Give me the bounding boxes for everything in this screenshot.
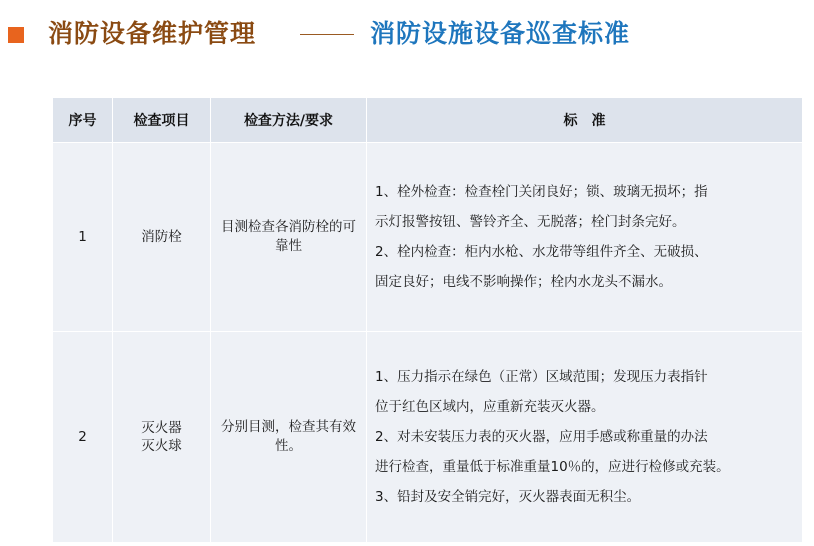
header-standard: 标 准 (367, 98, 803, 143)
standard-line: 示灯报警按钮、警铃齐全、无脱落；栓门封条完好。 (375, 214, 686, 230)
table-row (53, 332, 803, 543)
item-line: 消防栓 (141, 229, 182, 245)
table-row (53, 143, 803, 332)
cell-standard (367, 332, 803, 543)
cell-method: 目测检查各消防栓的可靠性 (211, 143, 367, 332)
page-title: 消防设备维护管理 (48, 19, 257, 48)
standard-line: 1、压力指示在绿色（正常）区域范围；发现压力表指针 (375, 369, 708, 385)
cell-standard (367, 143, 803, 332)
standard-line: 3、铅封及安全销完好，灭火器表面无积尘。 (375, 489, 641, 505)
page-subtitle: 消防设施设备巡查标准 (370, 19, 631, 48)
header-no: 序号 (53, 98, 113, 143)
standard-line: 位于红色区域内，应重新充装灭火器。 (375, 399, 605, 415)
cell-no: 2 (53, 332, 113, 543)
cell-method: 分别目测，检查其有效性。 (211, 332, 367, 543)
standard-line: 2、栓内检查：柜内水枪、水龙带等组件齐全、无破损、 (375, 244, 708, 260)
item-line: 灭火器 (141, 420, 182, 436)
item-line: 灭火球 (141, 438, 182, 454)
cell-item (113, 143, 211, 332)
cell-no: 1 (53, 143, 113, 332)
title-divider (300, 34, 354, 35)
header-item: 检查项目 (113, 98, 211, 143)
header-method: 检查方法/要求 (211, 98, 367, 143)
standard-line: 2、对未安装压力表的灭火器，应用手感或称重量的办法 (375, 429, 708, 445)
table-header-row (53, 98, 803, 143)
standard-line: 进行检查，重量低于标准重量10％的，应进行检修或充装。 (375, 459, 730, 475)
standard-line: 固定良好；电线不影响操作；栓内水龙头不漏水。 (375, 274, 672, 290)
standard-line: 1、栓外检查：检查栓门关闭良好；锁、玻璃无损坏；指 (375, 184, 708, 200)
inspection-standard-table (52, 97, 803, 543)
cell-item (113, 332, 211, 543)
accent-square-icon (8, 27, 24, 43)
